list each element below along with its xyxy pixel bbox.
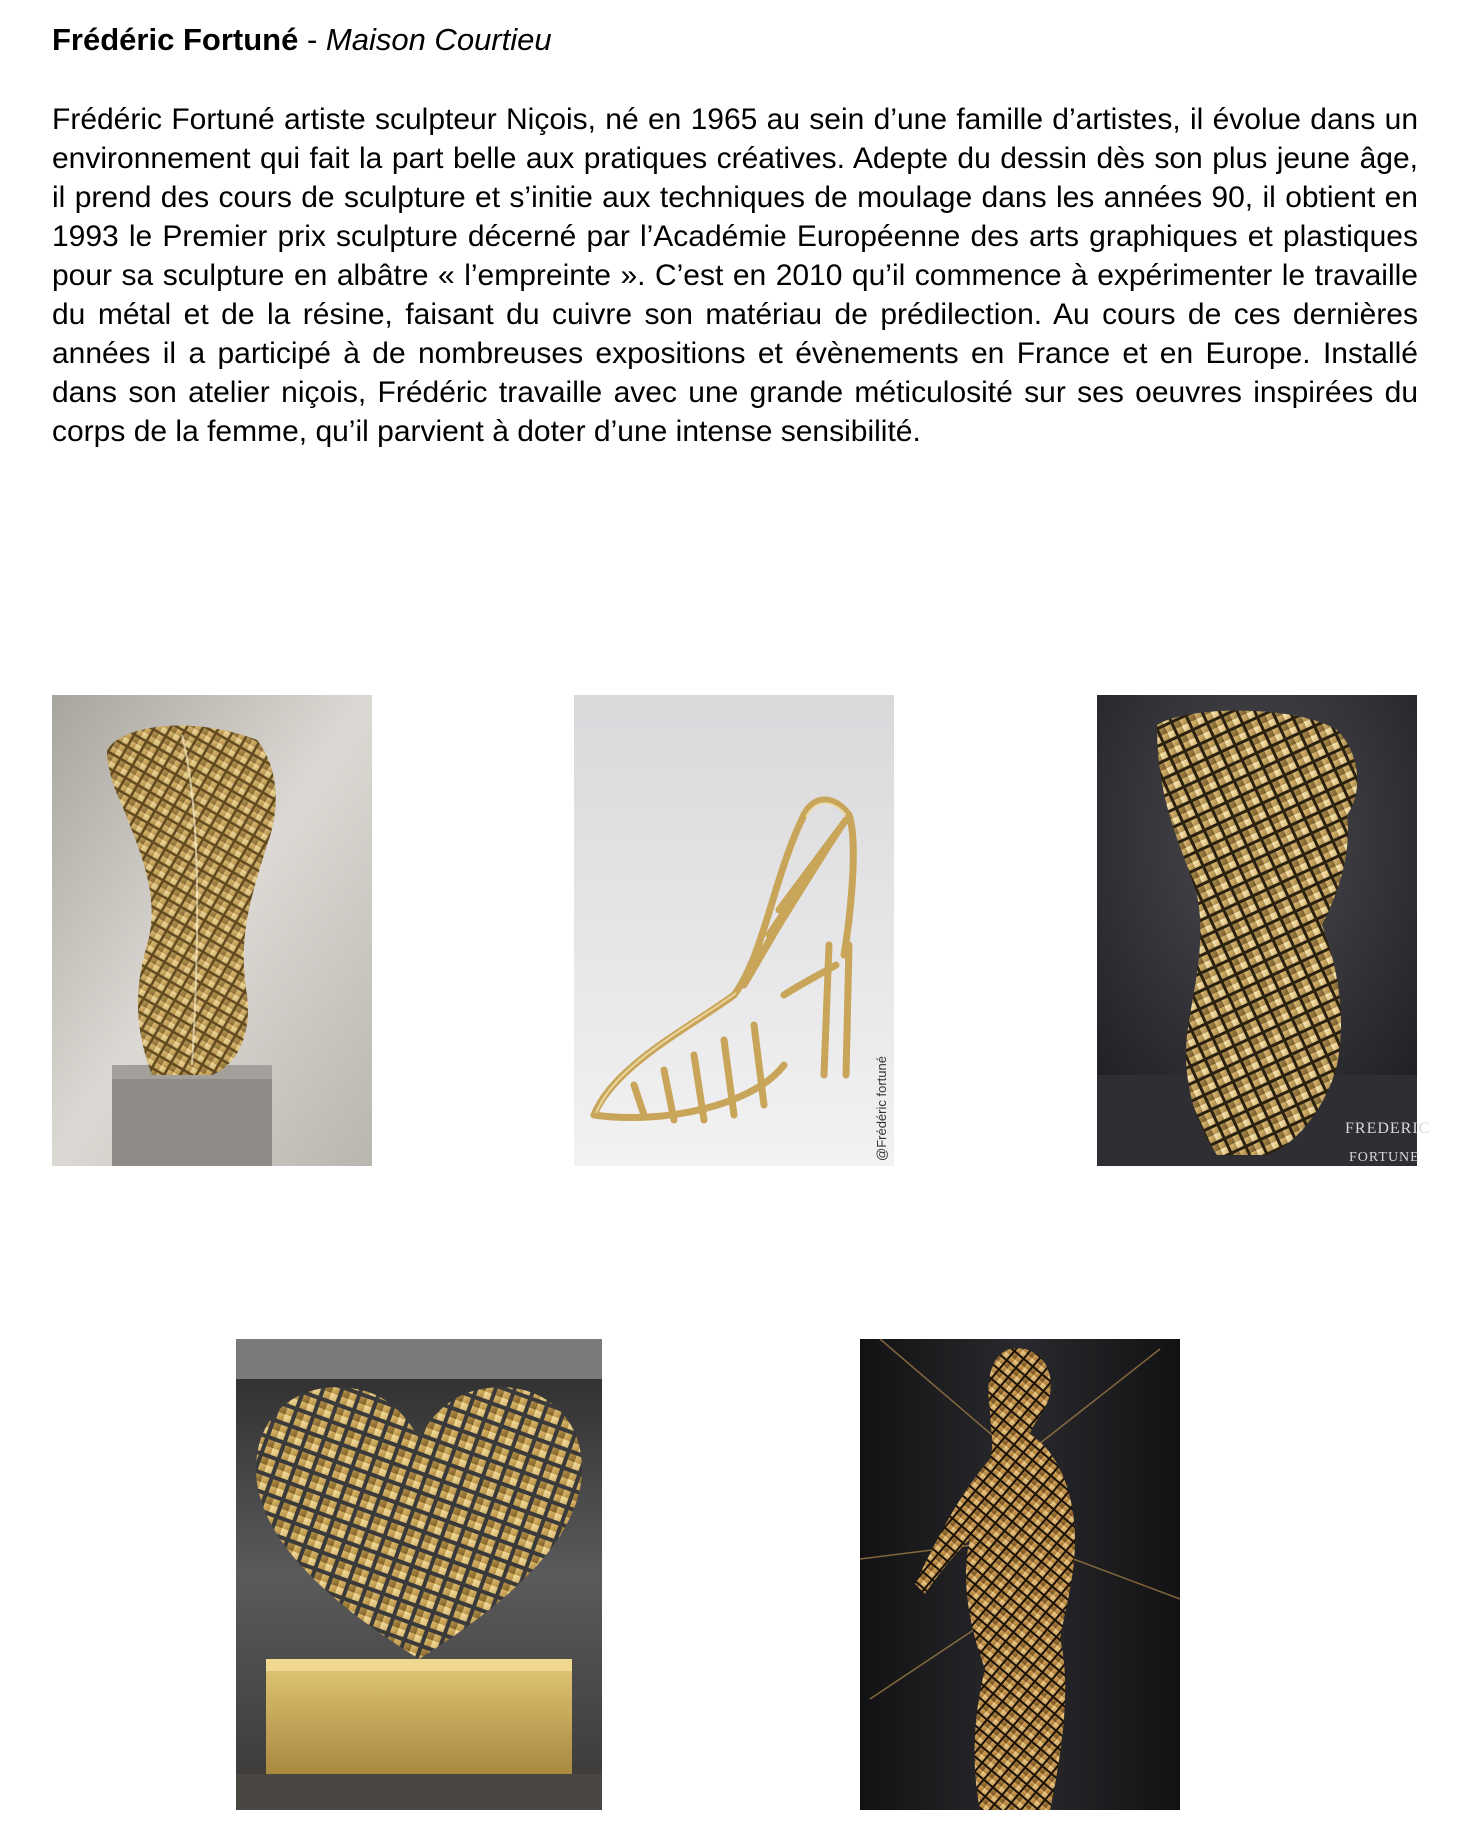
sculpture-photo-torso-light bbox=[52, 695, 372, 1166]
gallery-name: Maison Courtieu bbox=[325, 22, 552, 57]
page-title bbox=[52, 20, 552, 60]
torso-photo-watermark-line-1: FREDERIC bbox=[1345, 1120, 1431, 1137]
sculpture-photo-figure bbox=[860, 1339, 1180, 1810]
torso-photo-watermark-line-2: FORTUNE bbox=[1349, 1150, 1420, 1165]
title-separator: - bbox=[298, 22, 326, 57]
artist-biography: Frédéric Fortuné artiste sculpteur Niçois, né en 1965 au sein d’une famille d’artistes, il évolue dans un environnement qui fait la part belle aux pratiques créatives. Adepte du dessin dès son plus jeune âge, il prend des cours de sculpture et s’initie aux techniques de moulage dans les années 90, il obtient en 1993 le Premier prix sculpture décerné par l’Académie Européenne des arts graphiques et plastiques pour sa sculpture en albâtre « l’empreinte ». C’est en 2010 qu’il commence à expérimenter le travaille du métal et de la résine, faisant du cuivre son matériau de prédilection. Au cours de ces dernières années il a participé à de nombreuses expositions et évènements en France et en Europe. Installé dans son atelier niçois, Frédéric travaille avec une grande méticulosité sur ses oeuvres inspirées du corps de la femme, qu’il parvient à doter d’une intense sensibilité. bbox=[52, 103, 1418, 448]
shoe-photo-watermark: @Frédéric fortuné bbox=[874, 1056, 889, 1161]
sculpture-photo-torso-dark bbox=[1097, 695, 1431, 1166]
sculpture-photo-shoe bbox=[574, 695, 894, 1166]
sculpture-photo-heart bbox=[236, 1339, 602, 1810]
artist-name: Frédéric Fortuné bbox=[52, 22, 299, 57]
